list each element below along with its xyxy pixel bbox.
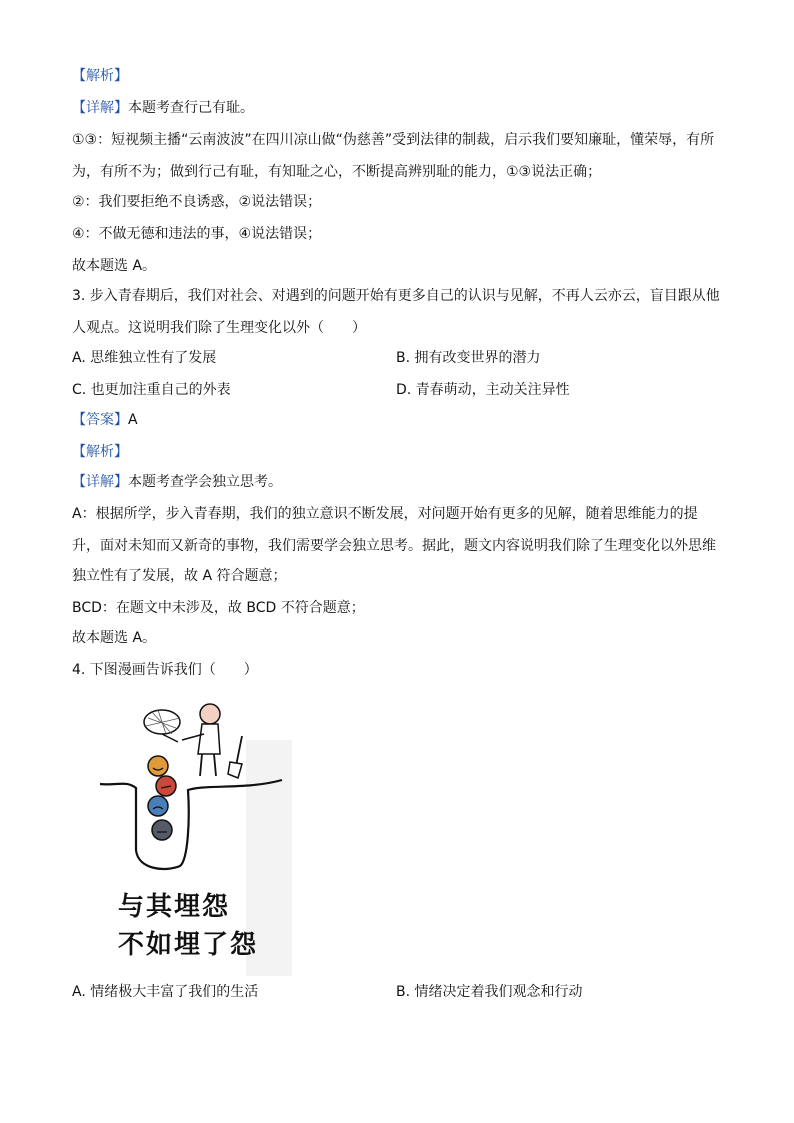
option-b: B. 拥有改变世界的潜力 — [396, 350, 541, 366]
detail-line — [72, 472, 282, 492]
analysis-heading: 【解析】 — [72, 68, 128, 84]
cartoon-caption-line-2: 不如埋了怨 — [118, 930, 259, 960]
explanation-paragraph: 为，有所不为；做到行己有耻，有知耻之心，不断提高辨别耻的能力，①③说法正确； — [72, 164, 602, 180]
explanation-paragraph: ②：我们要拒绝不良诱惑，②说法错误； — [72, 194, 322, 210]
detail-line — [72, 98, 254, 118]
detail-tag: 【详解】 — [72, 474, 128, 490]
analysis-heading: 【解析】 — [72, 444, 128, 460]
option-a: A. 情绪极大丰富了我们的生活 — [72, 984, 259, 1000]
explanation-paragraph: BCD：在题文中未涉及，故 BCD 不符合题意； — [72, 600, 365, 616]
cartoon-caption-line-1: 与其埋怨 — [118, 892, 231, 922]
explanation-paragraph: ④：不做无德和违法的事，④说法错误； — [72, 226, 322, 242]
question-3-stem: 人观点。这说明我们除了生理变化以外（ ） — [72, 320, 366, 336]
explanation-paragraph: 升，面对未知而又新奇的事物，我们需要学会独立思考。据此，题文内容说明我们除了生理变化以外思维 — [72, 538, 716, 554]
answer-line — [72, 410, 138, 430]
explanation-paragraph: 独立性有了发展，故 A 符合题意； — [72, 568, 287, 584]
detail-text: 本题考查行己有耻。 — [128, 100, 254, 116]
option-a: A. 思维独立性有了发展 — [72, 350, 217, 366]
question-4-stem: 4. 下图漫画告诉我们（ ） — [72, 662, 258, 678]
option-d: D. 青春萌动，主动关注异性 — [396, 382, 570, 398]
answer-tag: 【答案】 — [72, 412, 128, 428]
question-3-stem: 3. 步入青春期后，我们对社会、对遇到的问题开始有更多自己的认识与见解，不再人云亦云，盲目跟从他 — [72, 288, 720, 304]
detail-tag: 【详解】 — [72, 100, 128, 116]
conclusion: 故本题选 A。 — [72, 258, 157, 274]
cartoon-illustration — [96, 700, 292, 976]
explanation-paragraph: ①③：短视频主播“云南波波”在四川凉山做“伪慈善”受到法律的制裁，启示我们要知廉耻，懂荣辱，有所 — [72, 132, 715, 148]
explanation-paragraph: A：根据所学，步入青春期，我们的独立意识不断发展，对问题开始有更多的见解，随着思维能力的提 — [72, 506, 698, 522]
detail-text: 本题考查学会独立思考。 — [128, 474, 282, 490]
option-b: B. 情绪决定着我们观念和行动 — [396, 984, 583, 1000]
option-c: C. 也更加注重自己的外表 — [72, 382, 231, 398]
answer-value: A — [128, 412, 138, 428]
conclusion: 故本题选 A。 — [72, 630, 157, 646]
